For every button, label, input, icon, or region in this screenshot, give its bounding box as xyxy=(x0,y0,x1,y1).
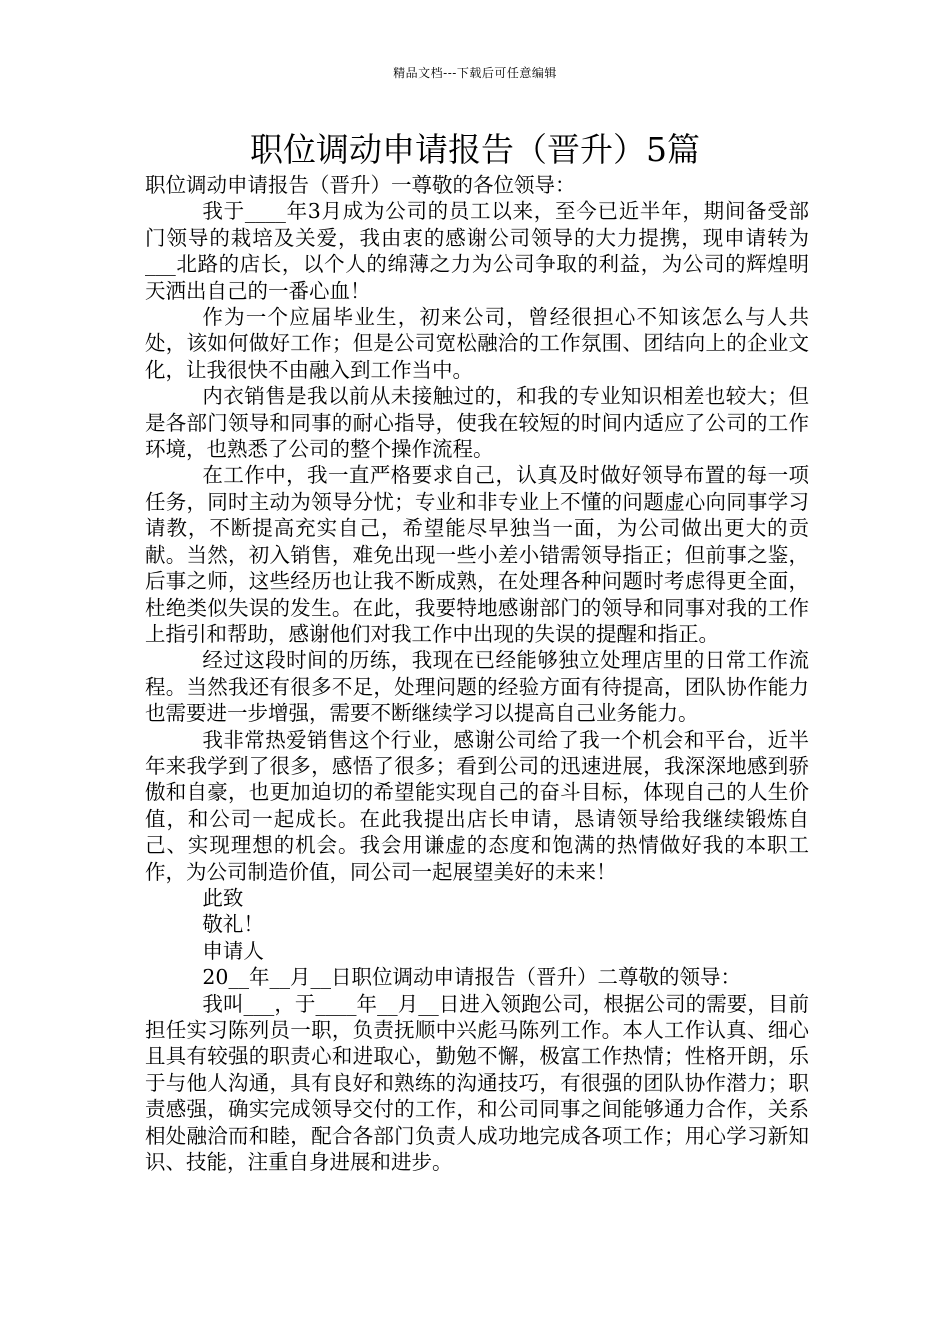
paragraph: 20__年__月__日职位调动申请报告（晋升）二尊敬的领导： xyxy=(202,965,741,990)
paragraph: 作为一个应届毕业生，初来公司，曾经很担心不知该怎么与人共处，该如何做好工作；但是公司宽松融洽的工作氛围、团结向上的企业文化，让我很快不由融入到工作当中。 xyxy=(145,305,809,382)
paragraph: 我叫___，于____年__月__日进入领跑公司，根据公司的需要，目前担任实习陈列员一职，负责抚顺中兴彪马陈列工作。本人工作认真、细心且具有较强的职责心和进取心，勤勉不懈，极富工作热情；性格开朗，乐于与他人沟通，具有良好和熟练的沟通技巧，有很强的团队协作潜力；职责感强，确实完成领导交付的工作，和公司同事之间能够通力合作，关系相处融洽而和睦，配合各部门负责人成功地完成各项工作；用心学习新知识、技能，注重自身进展和进步。 xyxy=(145,991,809,1175)
paragraph: 在工作中，我一直严格要求自己，认真及时做好领导布置的每一项任务，同时主动为领导分忧；专业和非专业上不懂的问题虚心向同事学习请教，不断提高充实自己，希望能尽早独当一面，为公司做出更大的贡献。当然，初入销售，难免出现一些小差小错需领导指正；但前事之鉴，后事之师，这些经历也让我不断成熟，在处理各种问题时考虑得更全面，杜绝类似失误的发生。在此，我要特地感谢部门的领导和同事对我的工作上指引和帮助，感谢他们对我工作中出现的失误的提醒和指正。 xyxy=(145,463,809,646)
paragraph: 经过这段时间的历练，我现在已经能够独立处理店里的日常工作流程。当然我还有很多不足，处理问题的经验方面有待提高，团队协作能力也需要进一步增强，需要不断继续学习以提高自己业务能力。 xyxy=(145,648,809,726)
page-header: 精品文档---下载后可任意编辑 xyxy=(393,66,557,80)
document-body xyxy=(145,172,809,1175)
paragraph: 职位调动申请报告（晋升）一尊敬的各位领导： xyxy=(145,173,576,197)
paragraph: 我非常热爱销售这个行业，感谢公司给了我一个机会和平台，近半年来我学到了很多，感悟了很多；看到公司的迅速进展，我深深地感到骄傲和自豪，也更加迫切的希望能实现自己的奋斗目标，体现自己的人生价值，和公司一起成长。在此我提出店长申请，恳请领导给我继续锻炼自己、实现理想的机会。我会用谦虚的态度和饱满的热情做好我的本职工作，为公司制造价值，同公司一起展望美好的未来！ xyxy=(145,727,809,884)
paragraph: 我于____年3月成为公司的员工以来，至今已近半年，期间备受部门领导的栽培及关爱，我由衷的感谢公司领导的大力提携，现申请转为___北路的店长，以个人的绵薄之力为公司争取的利益，为公司的辉煌明天洒出自己的一番心血！ xyxy=(145,199,809,303)
closing-salutation: 此致 xyxy=(202,885,244,910)
document-title: 职位调动申请报告（晋升）5篇 xyxy=(250,130,700,169)
paragraph: 内衣销售是我以前从未接触过的，和我的专业知识相差也较大；但是各部门领导和同事的耐心指导，使我在较短的时间内适应了公司的工作环境，也熟悉了公司的整个操作流程。 xyxy=(145,384,809,462)
closing-regards: 敬礼！ xyxy=(202,912,264,937)
applicant-label: 申请人 xyxy=(202,938,264,963)
